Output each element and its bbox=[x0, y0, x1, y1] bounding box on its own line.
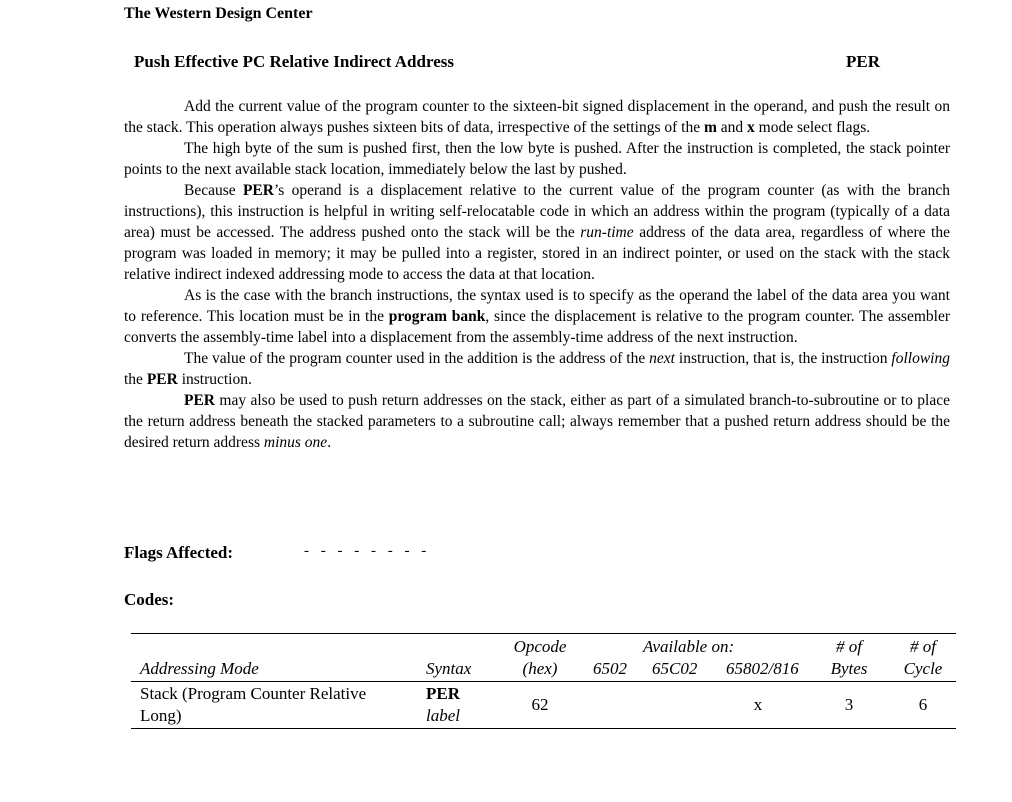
header-opcode-hex: (hex) bbox=[522, 659, 558, 678]
p4-text-b: , since the displacement is relative to the program counter. The assembler converts the assembly-time label into a displacement from the assembly-time address of the next instruction. bbox=[124, 308, 950, 346]
header-6502: 6502 bbox=[593, 659, 627, 678]
p1-text-a: Add the current value of the program counter to the sixteen-bit signed displacement in the operand, and push the result on the stack. This operation always pushes sixteen bits of data, irrespective of the settings of the bbox=[124, 98, 950, 136]
p5-text-c: the bbox=[124, 371, 147, 388]
paragraph-4 bbox=[124, 285, 950, 348]
p6-text-end: . bbox=[327, 434, 332, 451]
codes-table bbox=[131, 633, 956, 729]
header-bytes: Bytes bbox=[830, 659, 868, 678]
table-header-row bbox=[131, 634, 956, 682]
p3-text-c: address of the data area, regardless of where the program was loaded in memory; it may be pulled into a register, stored in an indirect pointer, or used on the stack with the stack relative indirect indexed addressing mode to access the data at that location. bbox=[124, 224, 950, 283]
p1-x-flag: x bbox=[747, 119, 755, 136]
p6-minus-one: minus one bbox=[263, 434, 328, 451]
header-addressing-mode: Addressing Mode bbox=[140, 659, 259, 678]
paragraph-6 bbox=[124, 390, 950, 453]
p4-program-bank: program bank bbox=[388, 308, 486, 325]
p6-per: PER bbox=[184, 392, 215, 409]
header-available-on: Available on: bbox=[643, 637, 735, 656]
instruction-title bbox=[134, 52, 880, 72]
row-cycles: 6 bbox=[918, 695, 928, 714]
p3-per: PER bbox=[242, 182, 274, 199]
header-65802-816: 65802/816 bbox=[726, 659, 799, 678]
header-opcode: Opcode bbox=[513, 637, 567, 656]
p5-next: next bbox=[649, 350, 675, 367]
header-cycle-num: # of bbox=[910, 637, 936, 656]
p5-per: PER bbox=[146, 371, 178, 388]
paragraph-2: The high byte of the sum is pushed first, then the low byte is pushed. After the instruction is completed, the stack pointer points to the next available stack location, immediately below the last by pushed. bbox=[124, 140, 950, 178]
codes-label: Codes: bbox=[124, 590, 175, 609]
p5-following: following bbox=[891, 350, 950, 367]
row-65802-816: x bbox=[753, 695, 763, 714]
paragraph-3 bbox=[124, 180, 950, 285]
instruction-name: Push Effective PC Relative Indirect Address bbox=[134, 52, 454, 71]
row-opcode: 62 bbox=[531, 695, 549, 714]
paragraph-1 bbox=[124, 96, 950, 138]
p5-text-d: instruction. bbox=[177, 371, 252, 388]
header-65c02: 65C02 bbox=[652, 659, 698, 678]
p6-text-a: may also be used to push return addresses on the stack, either as part of a simulated branch-to-subroutine or to place the return address beneath the stacked parameters to a subroutine call; always remember that a pushed return address should be the desired return address bbox=[124, 392, 950, 451]
header-bytes-num: # of bbox=[836, 637, 862, 656]
row-mode-line2: Long) bbox=[140, 706, 182, 725]
header-syntax: Syntax bbox=[426, 659, 472, 678]
row-syntax-mnemonic: PER bbox=[426, 684, 460, 703]
flags-affected-value: - - - - - - - - bbox=[304, 543, 431, 559]
paragraph-5 bbox=[124, 348, 950, 390]
instruction-mnemonic: PER bbox=[846, 52, 880, 71]
p5-text-b: instruction, that is, the instruction bbox=[675, 350, 892, 367]
p1-text-end: mode select flags. bbox=[754, 119, 871, 136]
table-row bbox=[131, 682, 956, 728]
p1-text-and: and bbox=[716, 119, 748, 136]
p3-run-time: run-time bbox=[580, 224, 634, 241]
description bbox=[124, 96, 950, 453]
row-syntax-operand: label bbox=[426, 706, 460, 725]
p3-text-a: Because bbox=[184, 182, 243, 199]
header-cycle: Cycle bbox=[903, 659, 943, 678]
p4-text-a: As is the case with the branch instructions, the syntax used is to specify as the operand the label of the data area you want to reference. This location must be in the bbox=[124, 287, 950, 325]
flags-affected-label: Flags Affected: bbox=[124, 543, 234, 562]
document-header: The Western Design Center bbox=[124, 5, 313, 22]
row-mode-line1: Stack (Program Counter Relative bbox=[140, 684, 367, 703]
p5-text-a: The value of the program counter used in the addition is the address of the bbox=[184, 350, 650, 367]
p3-text-b: ’s operand is a displacement relative to the current value of the program counter (as with the branch instructions), this instruction is helpful in writing self-relocatable code in which an address within the program (typically of a data area) must be accessed. The address pushed onto the stack will be the bbox=[124, 182, 950, 241]
row-bytes: 3 bbox=[844, 695, 854, 714]
p1-m-flag: m bbox=[703, 119, 717, 136]
